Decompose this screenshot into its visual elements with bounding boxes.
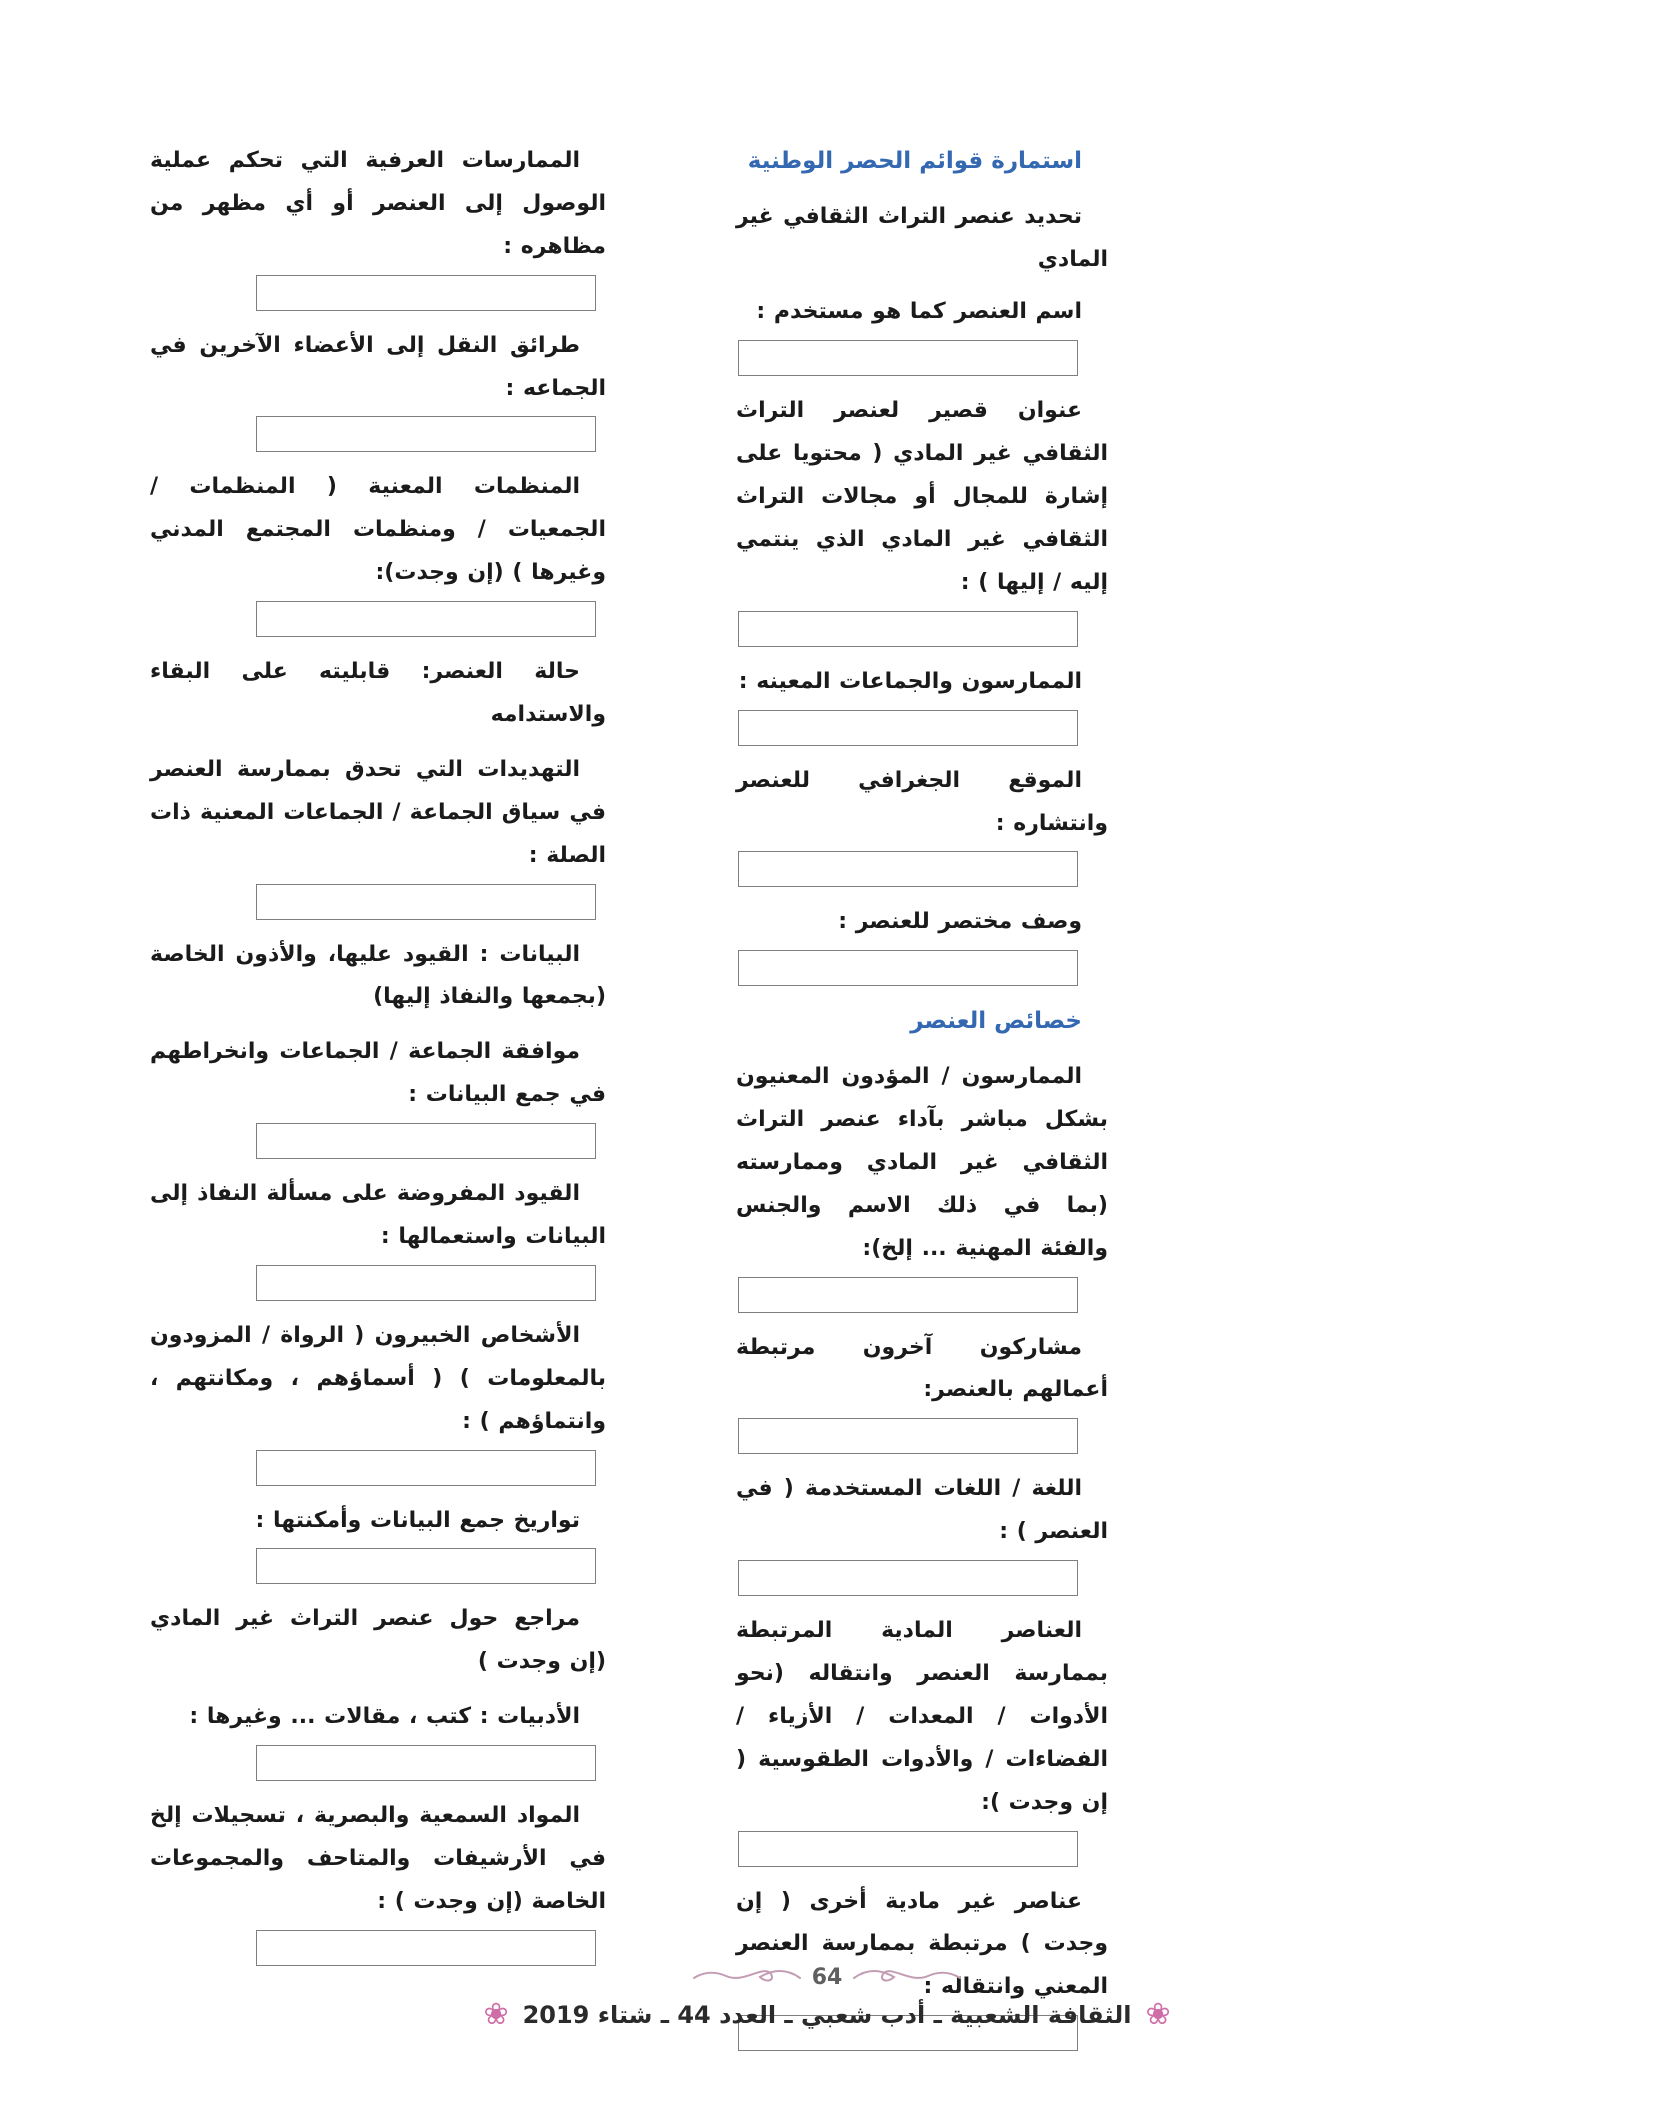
label-customary-practices: الممارسات العرفية التي تحكم عملية الوصول إلى العنصر أو أي مظهر من مظاهره : bbox=[150, 148, 606, 259]
label-access-restrictions: القيود المفروضة على مسألة النفاذ إلى البيانات واستعمالها : bbox=[150, 1181, 606, 1250]
element-name-input-box[interactable] bbox=[738, 340, 1078, 376]
section-title-inventory-form: استمارة قوائم الحصر الوطنية bbox=[747, 148, 1082, 174]
label-literature: الأدبيات : كتب ، مقالات ... وغيرها : bbox=[189, 1704, 580, 1730]
performers-input-box[interactable] bbox=[738, 1277, 1078, 1313]
short-title-input-box[interactable] bbox=[738, 611, 1078, 647]
label-short-title: عنوان قصير لعنصر التراث الثقافي غير المادي ( محتويا على إشارة للمجال أو مجالات التراث الثقافي غير المادي الذي ينتمي إليه / إليها ) : bbox=[736, 398, 1108, 595]
swirl-ornament-right bbox=[852, 1966, 962, 1988]
collection-dates-input-box[interactable] bbox=[256, 1548, 596, 1584]
description-input-box[interactable] bbox=[738, 950, 1078, 986]
label-expert-persons: الأشخاص الخبيرون ( الرواة / المزودون بالمعلومات ) ( أسماؤهم ، ومكانتهم ، وانتماؤهم ) : bbox=[150, 1322, 606, 1434]
flower-icon: ❀ bbox=[483, 1997, 509, 2032]
label-geographic-location: الموقع الجغرافي للعنصر وانتشاره : bbox=[736, 767, 1108, 836]
customary-practices-input-box[interactable] bbox=[256, 275, 596, 311]
label-identify-element: تحديد عنصر التراث الثقافي غير المادي bbox=[736, 203, 1108, 272]
section-title-element-characteristics: خصائص العنصر bbox=[910, 1008, 1082, 1035]
material-elements-input-box[interactable] bbox=[738, 1831, 1078, 1867]
journal-title-line: الثقافة الشعبية ـ أدب شعبي ـ العدد 44 ـ شتاء 2019 bbox=[522, 2001, 1132, 2029]
swirl-ornament-left bbox=[692, 1966, 802, 1988]
label-organizations: المنظمات المعنية ( المنظمات / الجمعيات / ومنظمات المجتمع المدني وغيرها ) (إن وجدت): bbox=[150, 474, 606, 586]
label-languages: اللغة / اللغات المستخدمة ( في العنصر ) : bbox=[736, 1476, 1108, 1545]
audiovisual-input-box[interactable] bbox=[256, 1930, 596, 1966]
page-footer bbox=[0, 1962, 1654, 2030]
participants-input-box[interactable] bbox=[738, 1418, 1078, 1454]
label-brief-description: وصف مختصر للعنصر : bbox=[838, 909, 1082, 935]
experts-input-box[interactable] bbox=[256, 1450, 596, 1486]
subheading-element-state: حالة العنصر: قابليته على البقاء والاستدامه bbox=[150, 659, 606, 728]
label-threats: التهديدات التي تحدق بممارسة العنصر في سياق الجماعة / الجماعات المعنية ذات الصلة : bbox=[150, 756, 606, 868]
label-other-participants: مشاركون آخرون مرتبطة أعمالهم بالعنصر: bbox=[736, 1334, 1108, 1403]
label-transmission-methods: طرائق النقل إلى الأعضاء الآخرين في الجماعه : bbox=[150, 332, 606, 401]
access-restrictions-input-box[interactable] bbox=[256, 1265, 596, 1301]
location-input-box[interactable] bbox=[738, 851, 1078, 887]
subheading-references: مراجع حول عنصر التراث غير المادي (إن وجدت ) bbox=[150, 1606, 606, 1675]
literature-input-box[interactable] bbox=[256, 1745, 596, 1781]
page-number-row bbox=[0, 1962, 1654, 1992]
transmission-input-box[interactable] bbox=[256, 416, 596, 452]
label-other-intangible-elements: عناصر غير مادية أخرى ( إن وجدت ) مرتبطة بممارسة العنصر المعني وانتقاله : bbox=[736, 1888, 1108, 2000]
subheading-data-restrictions: البيانات : القيود عليها، والأذون الخاصة (بجمعها والنفاذ إليها) bbox=[150, 941, 606, 1010]
consent-input-box[interactable] bbox=[256, 1123, 596, 1159]
label-element-name: اسم العنصر كما هو مستخدم : bbox=[756, 299, 1082, 325]
left-column bbox=[150, 140, 606, 2065]
label-collection-dates: تواريخ جمع البيانات وأمكنتها : bbox=[255, 1507, 580, 1533]
journal-line-row bbox=[0, 1997, 1654, 2032]
practitioners-input-box[interactable] bbox=[738, 710, 1078, 746]
organizations-input-box[interactable] bbox=[256, 601, 596, 637]
right-column bbox=[736, 140, 1108, 2065]
form-content bbox=[150, 140, 1108, 2065]
label-audiovisual-materials: المواد السمعية والبصرية ، تسجيلات إلخ في الأرشيفات والمتاحف والمجموعات الخاصة (إن وجدت ) : bbox=[150, 1803, 606, 1914]
label-community-consent: موافقة الجماعة / الجماعات وانخراطهم في جمع البيانات : bbox=[150, 1039, 606, 1108]
languages-input-box[interactable] bbox=[738, 1560, 1078, 1596]
label-material-elements: العناصر المادية المرتبطة بممارسة العنصر وانتقاله (نحو الأدوات / المعدات / الأزياء / الفضاءات / والأدوات الطقوسية ( إن وجدت ): bbox=[736, 1618, 1108, 1815]
label-performers: الممارسون / المؤدون المعنيون بشكل مباشر بآداء عنصر التراث الثقافي غير المادي وممارسته (بما في ذلك الاسم والجنس والفئة المهنية ... إلخ): bbox=[736, 1064, 1108, 1261]
page-number: 64 bbox=[811, 1964, 843, 1990]
threats-input-box[interactable] bbox=[256, 884, 596, 920]
label-practitioners-communities: الممارسون والجماعات المعينه : bbox=[738, 668, 1082, 694]
flower-icon: ❀ bbox=[1145, 1997, 1171, 2032]
